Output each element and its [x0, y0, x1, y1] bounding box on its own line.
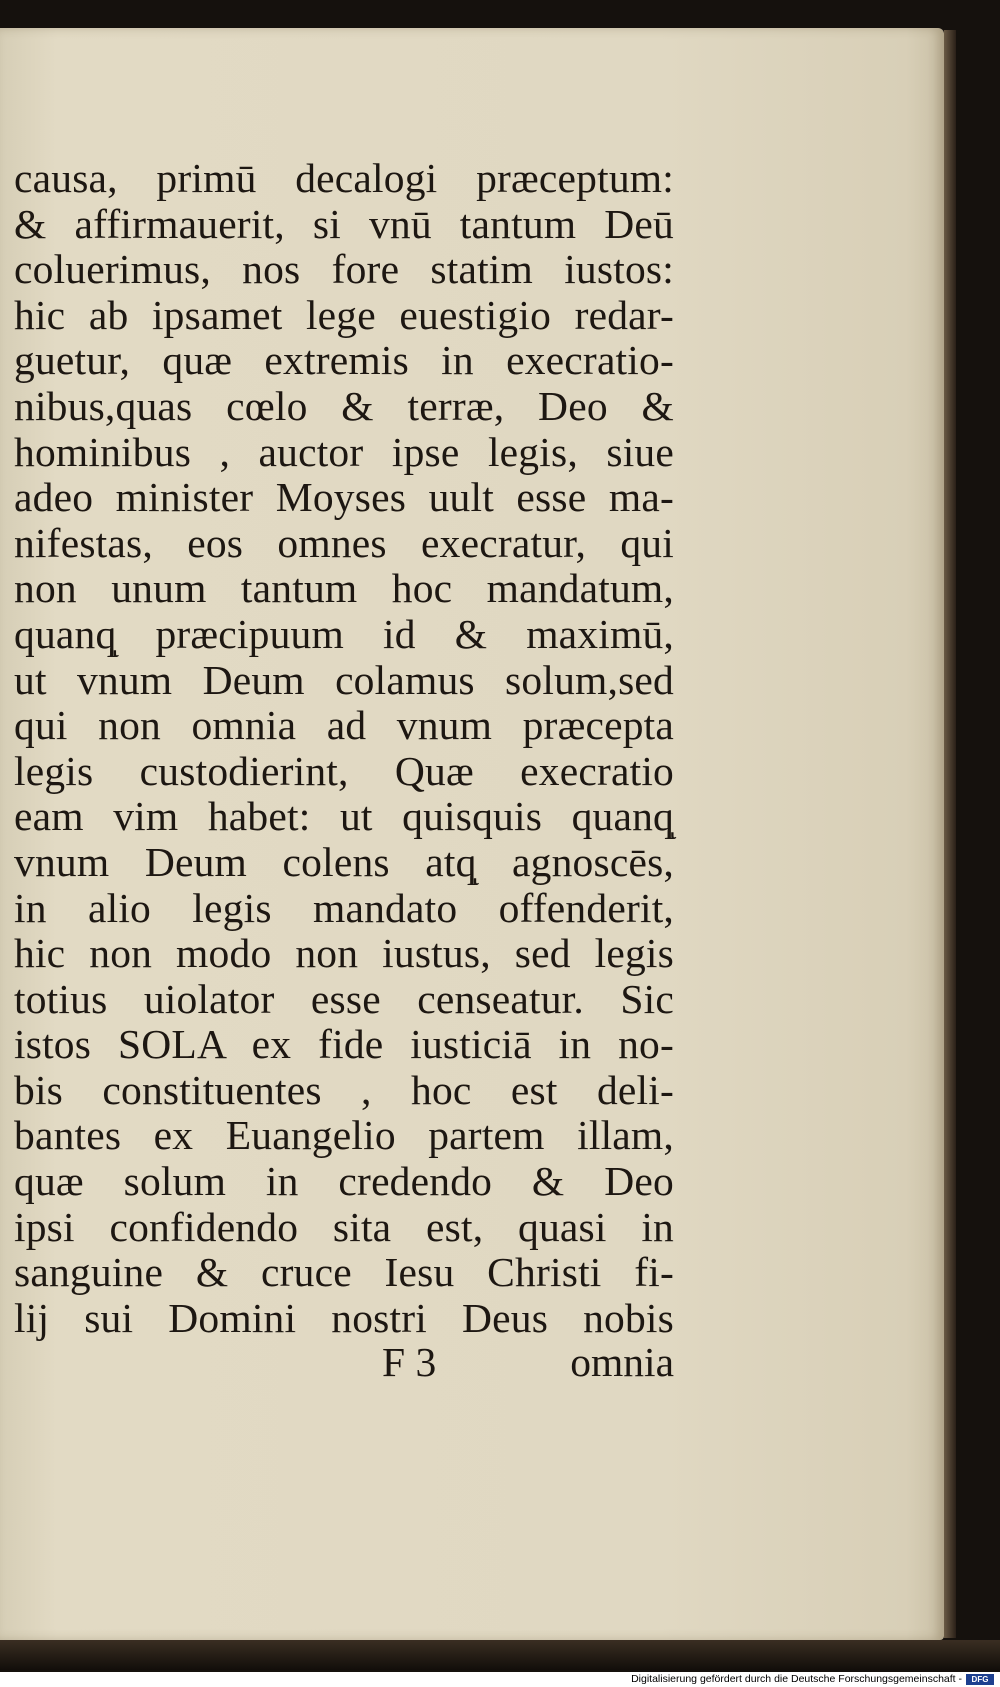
text-line: ut vnum Deum colamus solum,sed: [14, 656, 674, 703]
text-line: legis custodierint, Quæ execratio: [14, 747, 674, 794]
text-line: bantes ex Euangelio partem illam,: [14, 1112, 674, 1159]
catchword: omnia: [570, 1339, 674, 1385]
text-line: nifestas, eos omnes execratur, qui: [14, 519, 674, 566]
text-line: quæ solum in credendo & Deo: [14, 1158, 674, 1205]
text-line: bis constituentes , hoc est deli-: [14, 1066, 674, 1113]
text-line: non unum tantum hoc mandatum,: [14, 565, 674, 612]
text-line: eam vim habet: ut quisquis quanqͅ: [14, 793, 674, 840]
text-line: guetur, quæ extremis in execratio-: [14, 337, 674, 384]
text-line: quanqͅ præcipuum id & maximū,: [14, 610, 674, 657]
text-line: hic non modo non iustus, sed legis: [14, 930, 674, 977]
text-line: vnum Deum colens atqͅ agnoscēs,: [14, 838, 674, 885]
page-footer-line: [14, 1338, 674, 1384]
signature-mark: F 3: [382, 1339, 437, 1385]
text-line: hominibus , auctor ipse legis, siue: [14, 428, 674, 475]
book-bottom-edge: [0, 1640, 1000, 1670]
text-line: & affirmauerit, si vnū tantum Deū: [14, 200, 674, 247]
body-text: [14, 156, 674, 1341]
text-line: coluerimus, nos fore statim iustos:: [14, 246, 674, 293]
text-line: istos SOLA ex fide iusticiā in no-: [14, 1021, 674, 1068]
text-line: qui non omnia ad vnum præcepta: [14, 702, 674, 749]
dfg-logo: DFG: [966, 1674, 994, 1685]
text-line: lij sui Domini nostri Deus nobis: [14, 1294, 674, 1341]
text-line: nibus,quas cœlo & terræ, Deo &: [14, 382, 674, 429]
text-line: ipsi confidendo sita est, quasi in: [14, 1203, 674, 1250]
text-line: hic ab ipsamet lege euestigio redar-: [14, 291, 674, 338]
text-line: sanguine & cruce Iesu Christi fi-: [14, 1249, 674, 1296]
text-line: causa, primū decalogi præceptum:: [14, 155, 674, 201]
page-edge: [944, 30, 956, 1638]
digitization-footer: [0, 1672, 1000, 1687]
funding-credit: Digitalisierung gefördert durch die Deutsche Forschungsgemeinschaft -: [631, 1673, 962, 1685]
text-line: totius uiolator esse censeatur. Sic: [14, 975, 674, 1022]
book-page: [0, 28, 944, 1640]
text-line: adeo minister Moyses uult esse ma-: [14, 474, 674, 521]
text-line: in alio legis mandato offenderit,: [14, 884, 674, 931]
